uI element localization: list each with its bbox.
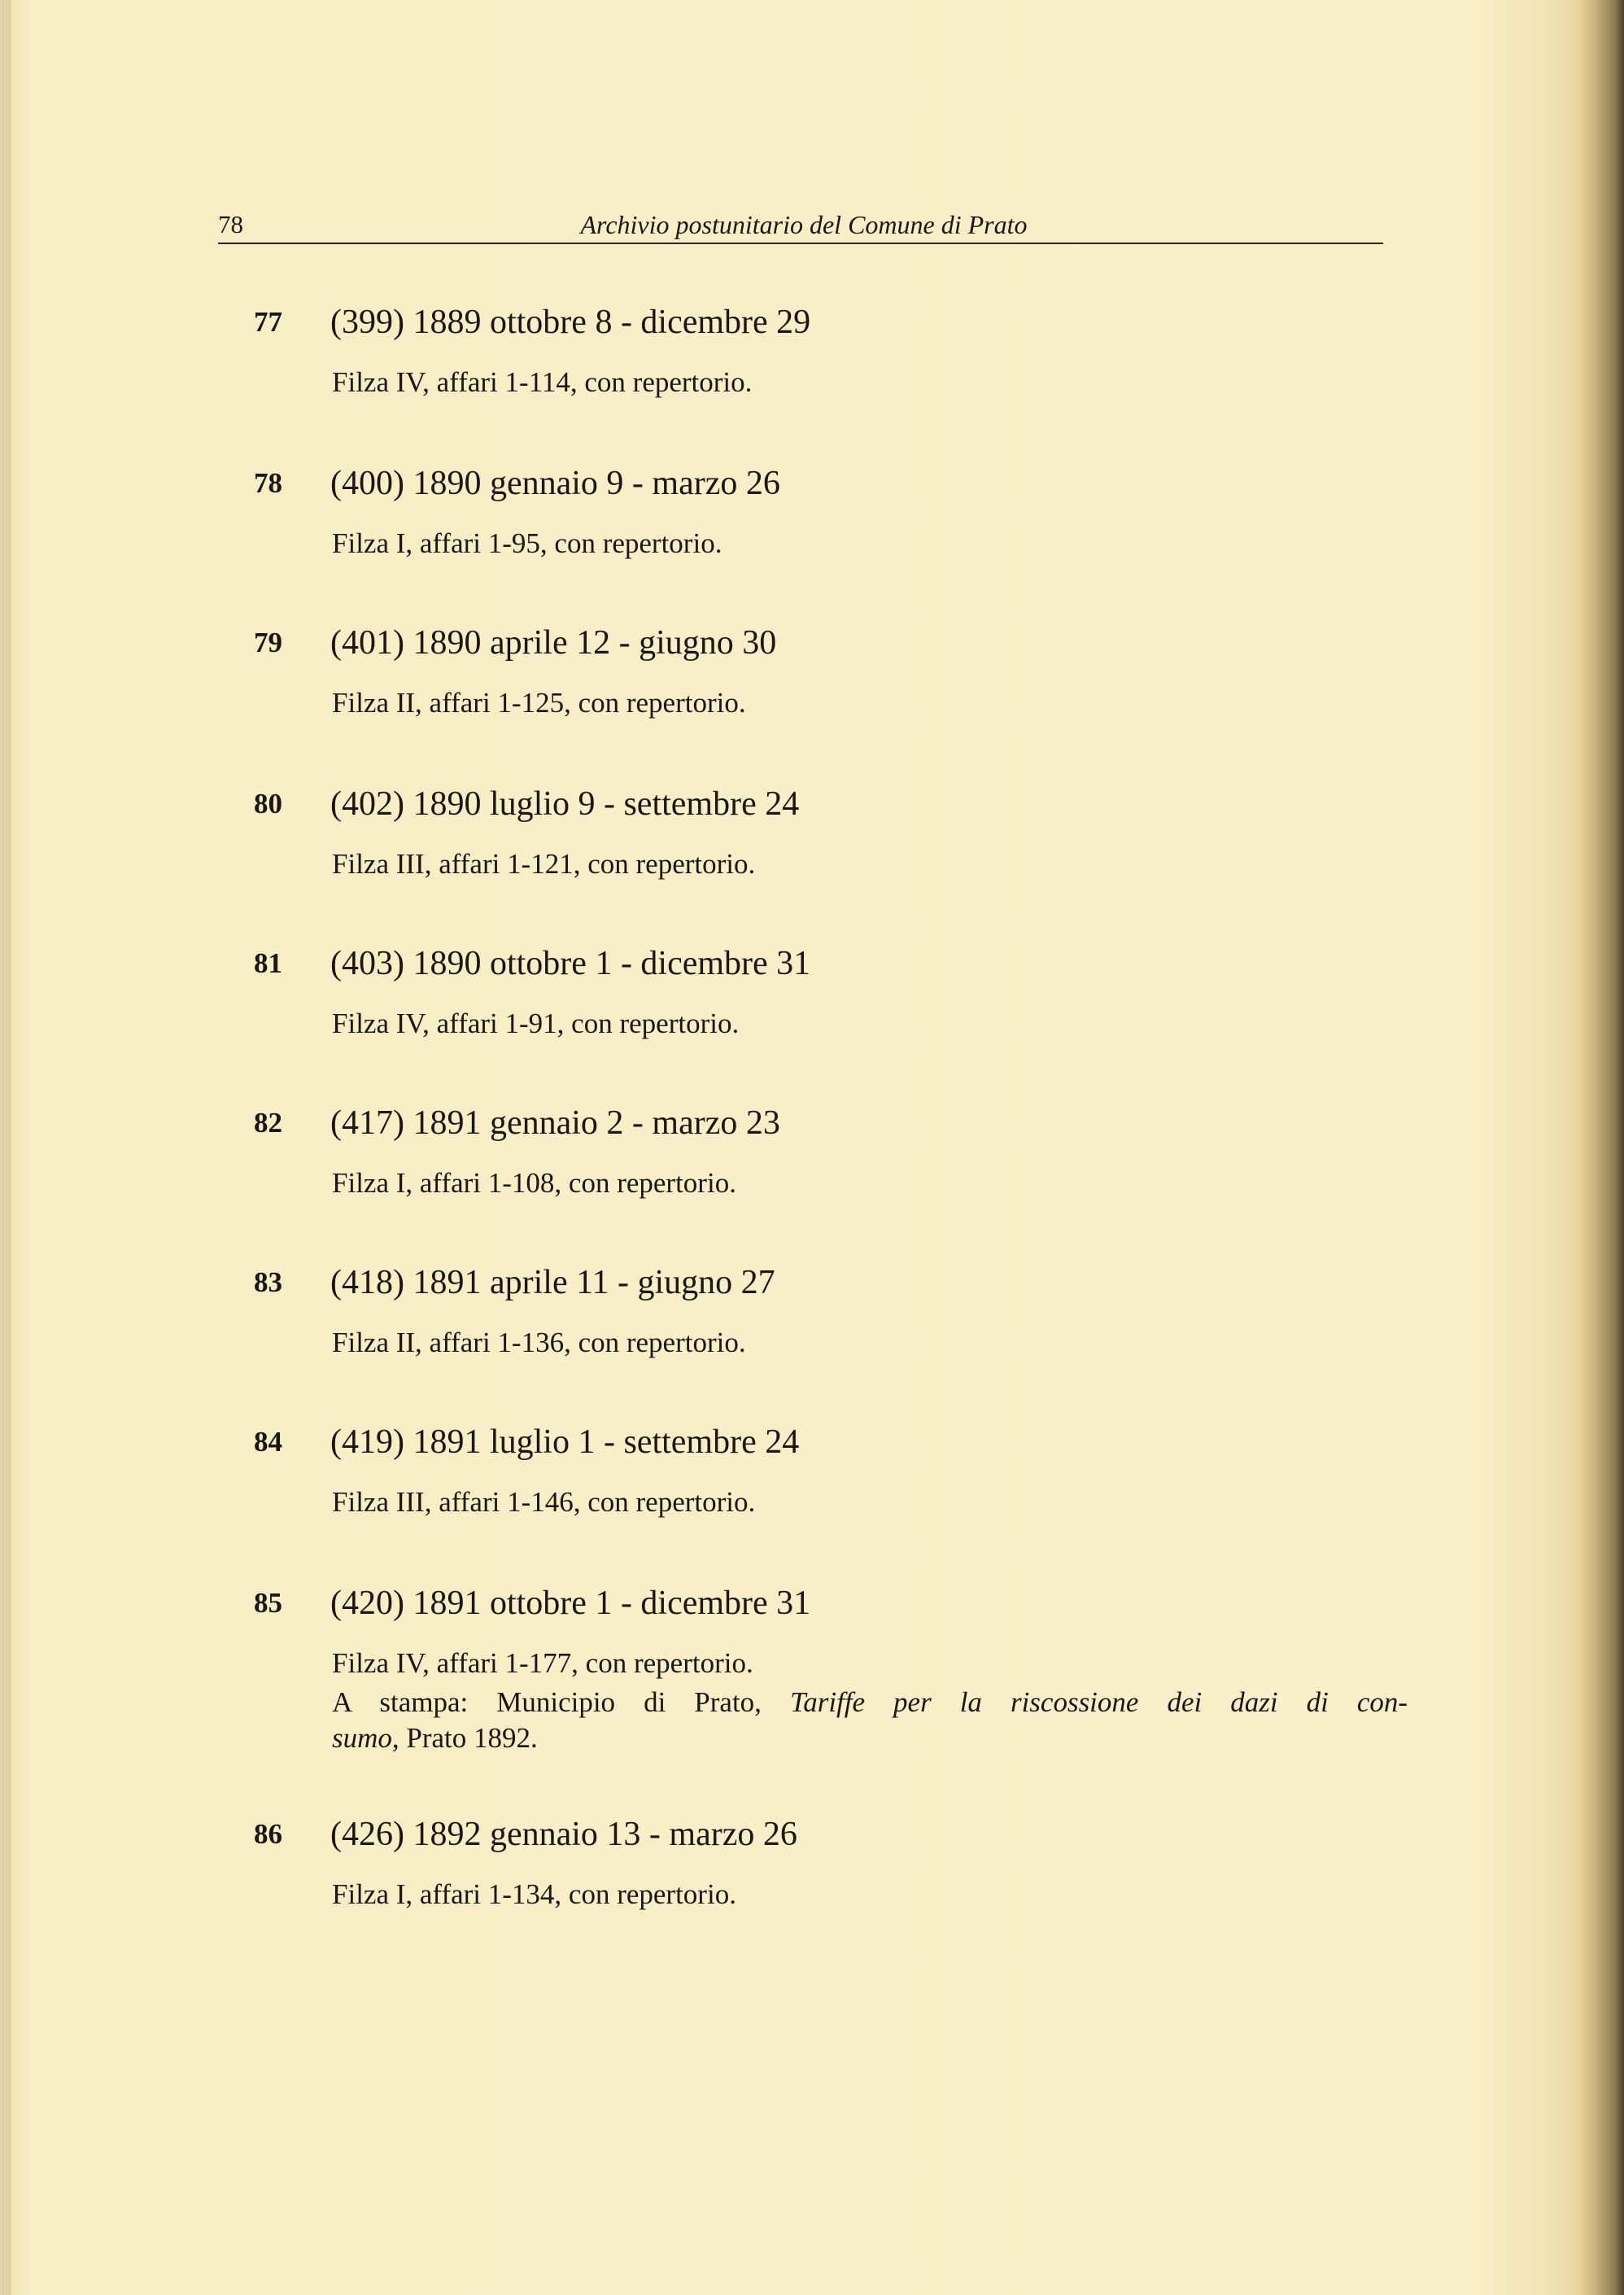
entry-heading: (417) 1891 gennaio 2 - marzo 23 [330, 1104, 780, 1142]
entry-description: Filza III, affari 1-121, con repertorio. [332, 848, 756, 880]
entry-description: Filza II, affari 1-136, con repertorio. [332, 1327, 746, 1358]
running-title: Archivio postunitario del Comune di Prato [580, 210, 1028, 239]
entry-number: 81 [254, 947, 282, 979]
print-note-title-part1: Tariffe per la riscossione dei dazi di con- [789, 1686, 1408, 1718]
entry-description: Filza IV, affari 1-114, con repertorio. [332, 366, 753, 398]
entry-number: 84 [254, 1426, 282, 1458]
entry-number: 83 [254, 1266, 282, 1298]
entry-heading: (403) 1890 ottobre 1 - dicembre 31 [330, 945, 811, 982]
entry-description: Filza III, affari 1-146, con repertorio. [332, 1486, 756, 1518]
page-left-edge [0, 0, 11, 2295]
entry-heading: (419) 1891 luglio 1 - settembre 24 [330, 1423, 800, 1461]
entry-description: Filza I, affari 1-134, con repertorio. [332, 1878, 736, 1910]
entry-description: Filza I, affari 1-95, con repertorio. [332, 527, 723, 559]
entry-number: 80 [254, 788, 282, 820]
entry-heading: (399) 1889 ottobre 8 - dicembre 29 [330, 304, 811, 341]
entry-number: 86 [254, 1818, 282, 1850]
entry-description: Filza IV, affari 1-91, con repertorio. [332, 1008, 740, 1039]
entry-description: Filza I, affari 1-108, con repertorio. [332, 1167, 736, 1199]
entry-number: 82 [254, 1107, 282, 1139]
entry-heading: (418) 1891 aprile 11 - giugno 27 [330, 1264, 775, 1301]
entry-description: Filza II, affari 1-125, con repertorio. [332, 687, 746, 719]
entry-heading: (402) 1890 luglio 9 - settembre 24 [330, 785, 800, 823]
entry-heading: (420) 1891 ottobre 1 - dicembre 31 [330, 1585, 811, 1622]
print-note-suffix: , Prato 1892. [391, 1722, 538, 1754]
entry-heading: (426) 1892 gennaio 13 - marzo 26 [330, 1816, 797, 1853]
entry-number: 79 [254, 627, 282, 658]
entry-description: Filza IV, affari 1-177, con repertorio. [332, 1647, 753, 1679]
entry-number: 85 [254, 1587, 282, 1619]
print-note-title-part2: sumo [332, 1722, 392, 1754]
print-note [332, 1685, 1408, 1756]
entry-number: 78 [254, 467, 282, 499]
entry-heading: (401) 1890 aprile 12 - giugno 30 [330, 624, 777, 662]
print-note-line-1 [332, 1685, 1408, 1720]
print-note-prefix: A stampa: Municipio di Prato, [332, 1686, 790, 1718]
print-note-line-2 [332, 1720, 1408, 1756]
entry-number: 77 [254, 306, 282, 338]
entry-heading: (400) 1890 gennaio 9 - marzo 26 [330, 465, 780, 502]
page-number: 78 [218, 210, 243, 238]
page-header [218, 207, 1383, 244]
